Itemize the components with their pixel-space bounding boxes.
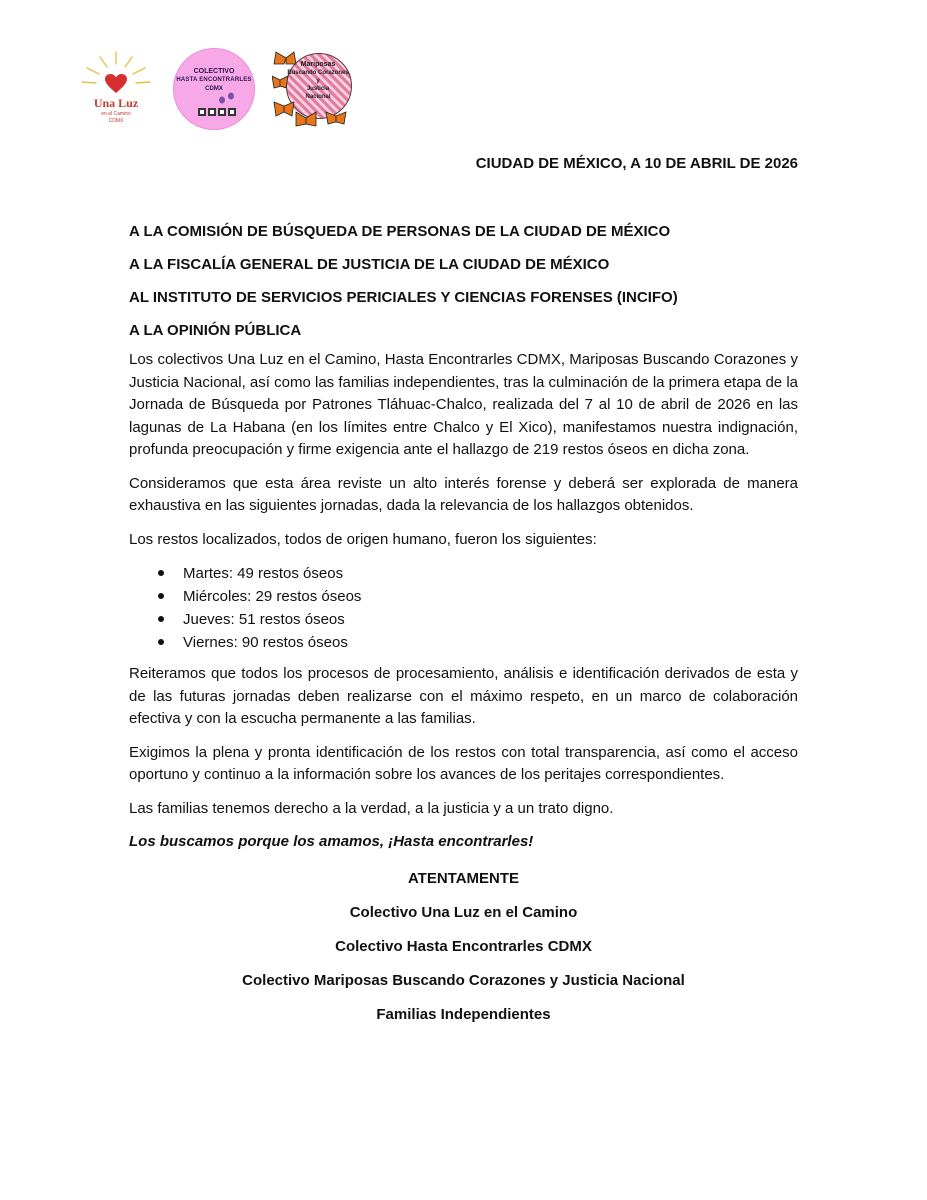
signatory-line: Colectivo Mariposas Buscando Corazones y Justicia Nacional xyxy=(242,972,685,989)
mariposas-logo xyxy=(272,50,358,136)
una-luz-title: Una Luz xyxy=(93,96,139,110)
finding-text: Martes: 49 restos óseos xyxy=(183,565,344,582)
list-item xyxy=(129,562,798,585)
signatory-line: Familias Independientes xyxy=(376,1006,551,1023)
bullet-icon xyxy=(158,639,164,645)
mariposas-line-3: y xyxy=(316,78,320,84)
mariposas-line-2: Buscando Corazones xyxy=(287,70,349,76)
qr-codes-icon xyxy=(197,106,237,118)
bullet-icon xyxy=(158,616,164,622)
mariposas-line-5: Nacional xyxy=(305,94,331,100)
signatory-line: Colectivo Una Luz en el Camino xyxy=(349,904,578,921)
una-luz-city: CDMX xyxy=(108,118,124,124)
bullet-icon xyxy=(158,593,164,599)
mariposas-line-1: Mariposas xyxy=(300,61,336,68)
body-paragraph: Reiteramos que todos los procesos de procesamiento, análisis e identificación derivados de esta y de las futuras jornadas deben realizarse con el máximo respeto, en un marco de colaboración efectiva y con la escucha permanente a las familias. xyxy=(129,665,798,727)
list-item xyxy=(129,608,798,631)
addressee-line: A LA OPINIÓN PÚBLICA xyxy=(129,322,302,339)
addressee-line: AL INSTITUTO DE SERVICIOS PERICIALES Y CIENCIAS FORENSES (INCIFO) xyxy=(129,289,678,306)
hasta-logo-line-3: CDMX xyxy=(205,86,223,92)
closing-line: ATENTAMENTE xyxy=(407,870,520,887)
body-paragraph: Exigimos la plena y pronta identificación de los restos con total transparencia, así como el acceso oportuno y continuo a la información sobre los avances de los peritajes correspondientes. xyxy=(129,743,798,783)
signatory-line: Colectivo Hasta Encontrarles CDMX xyxy=(335,938,592,955)
addressee-line: A LA COMISIÓN DE BÚSQUEDA DE PERSONAS DE LA CIUDAD DE MÉXICO xyxy=(129,223,671,240)
addressee-line: A LA FISCALÍA GENERAL DE JUSTICIA DE LA CIUDAD DE MÉXICO xyxy=(129,256,610,273)
finding-text: Jueves: 51 restos óseos xyxy=(183,611,345,628)
finding-text: Viernes: 90 restos óseos xyxy=(183,634,348,651)
mariposas-line-4: Justicia xyxy=(306,86,330,92)
hasta-logo-line-2: HASTA ENCONTRARLES xyxy=(176,77,252,83)
una-luz-subtitle: en el Camino xyxy=(101,111,131,117)
finding-text: Miércoles: 29 restos óseos xyxy=(183,588,362,605)
findings-list xyxy=(129,562,798,654)
logo-row xyxy=(70,48,370,138)
bullet-icon xyxy=(158,570,164,576)
body-paragraph: Los restos localizados, todos de origen humano, fueron los siguientes: xyxy=(129,530,597,548)
body-paragraph: Las familias tenemos derecho a la verdad, a la justicia y a un trato digno. xyxy=(129,799,614,817)
list-item xyxy=(129,631,798,654)
document-date: CIUDAD DE MÉXICO, A 10 DE ABRIL DE 2026 xyxy=(475,155,798,172)
footprints-icon xyxy=(217,92,237,104)
body-paragraph: Los colectivos Una Luz en el Camino, Hasta Encontrarles CDMX, Mariposas Buscando Corazones y Justicia Nacional, así como las familias independientes, tras la culminación de la primera etapa de la Jornada de Búsqueda por Patrones Tláhuac-Chalco, realizada del 7 al 10 de abril de 2026 en las lagunas de La Habana (en los límites entre Chalco y El Xico), manifestamos nuestra indignación, profunda preocupación y firme exigencia ante el hallazgo de 219 restos óseos en dicha zona. xyxy=(129,351,798,458)
body-paragraph: Consideramos que esta área reviste un alto interés forense y deberá ser explorada de manera exhaustiva en las siguientes jornadas, dada la relevancia de los hallazgos obtenidos. xyxy=(129,474,798,514)
document-body xyxy=(129,222,798,1037)
motto-line: Los buscamos porque los amamos, ¡Hasta encontrarles! xyxy=(129,833,534,850)
heart-icon xyxy=(104,72,128,96)
list-item xyxy=(129,585,798,608)
una-luz-logo xyxy=(70,48,162,128)
hasta-logo-line-1: COLECTIVO xyxy=(193,68,235,75)
hasta-encontrarles-logo xyxy=(173,48,255,130)
butterflies-icon xyxy=(272,50,358,136)
